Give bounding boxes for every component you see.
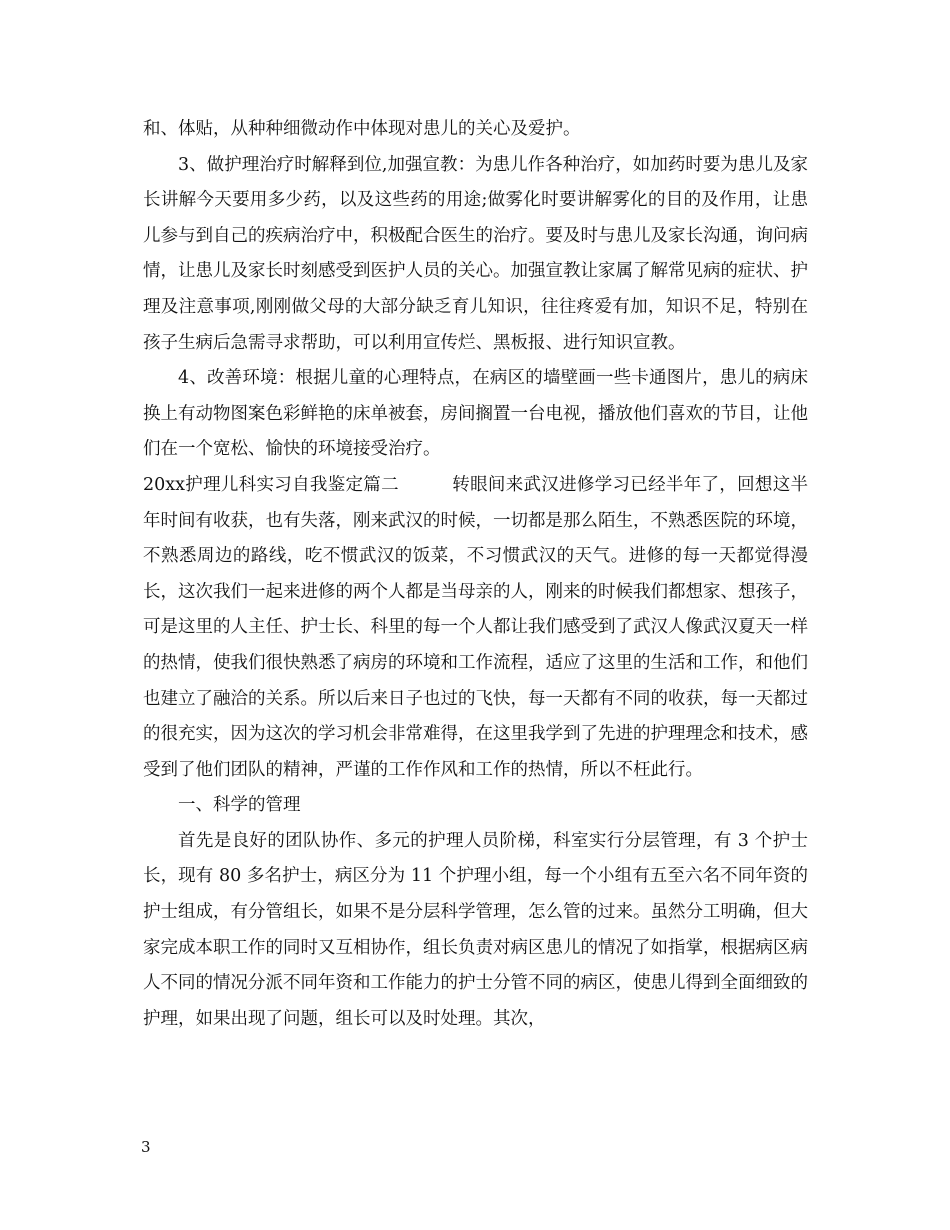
paragraph-1: 和、体贴，从种种细微动作中体现对患儿的关心及爱护。	[143, 119, 581, 139]
paragraph-4: 20xx护理儿科实习自我鉴定篇二 转眼间来武汉进修学习已经半年了，回想这半年时间有收获，也有失落，刚来武汉的时候，一切都是那么陌生，不熟悉医院的环境，不熟悉周边的路线，吃不惯武汉的饭菜，不习惯武汉的天气。进修的每一天都觉得漫长，这次我们一起来进修的两个人都是当母亲的人，刚来的时候我们都想家、想孩子，可是这里的人主任、护士长、科里的每一个人都让我们感受到了武汉人像武汉夏天一样的热情，使我们很快熟悉了病房的环境和工作流程，适应了这里的生活和工作，和他们也建立了融洽的关系。所以后来日子也过的飞快，每一天都有不同的收获，每一天都过的很充实，因为这次的学习机会非常难得，在这里我学到了先进的护理理念和技术，感受到了他们团队的精神，严谨的工作作风和工作的热情，所以不枉此行。	[143, 474, 808, 780]
paragraph-2: 3、做护理治疗时解释到位,加强宣教：为患儿作各种治疗，如加药时要为患儿及家长讲解今天要用多少药，以及这些药的用途;做雾化时要讲解雾化的目的及作用，让患儿参与到自己的疾病治疗中，积极配合医生的治疗。要及时与患儿及家长沟通，询问病情，让患儿及家长时刻感受到医护人员的关心。加强宣教让家属了解常见病的症状、护理及注意事项,刚刚做父母的大部分缺乏育儿知识，往往疼爱有加，知识不足，特别在孩子生病后急需寻求帮助，可以利用宣传烂、黑板报、进行知识宣教。	[143, 154, 808, 353]
section-heading: 一、科学的管理	[178, 795, 301, 816]
page-number: 3	[141, 1138, 151, 1156]
paragraph-3: 4、改善环境：根据儿童的心理特点，在病区的墙壁画一些卡通图片，患儿的病床换上有动物图案色彩鲜艳的床单被套，房间搁置一台电视，播放他们喜欢的节目，让他们在一个宽松、愉快的环境接受治疗。	[143, 368, 808, 460]
paragraph-5: 首先是良好的团队协作、多元的护理人员阶梯，科室实行分层管理，有 3 个护士长，现有 80 多名护士，病区分为 11 个护理小组，每一个小组有五至六名不同年资的护士组成，有分管组长，如果不是分层科学管理，怎么管的过来。虽然分工明确，但大家完成本职工作的同时又互相协作，组长负责对病区患儿的情况了如指掌，根据病区病人不同的情况分派不同年资和工作能力的护士分管不同的病区，使患儿得到全面细致的护理，如果出现了问题，组长可以及时处理。其次，	[143, 830, 808, 1029]
body-text	[143, 112, 808, 1037]
